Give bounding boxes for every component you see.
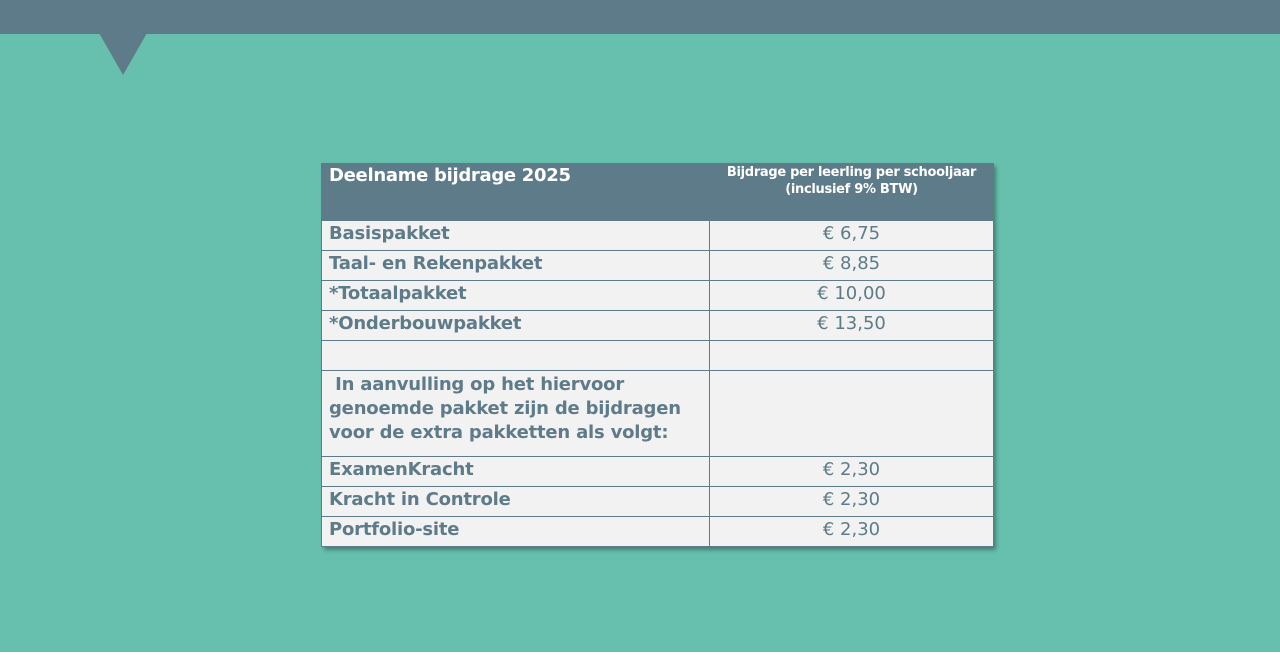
table-row [322,487,994,517]
extra-package-name: Kracht in Controle [322,487,710,517]
extra-package-name: ExamenKracht [322,457,710,487]
note-empty-cell [710,371,994,457]
package-name: *Totaalpakket [322,281,710,311]
note-line-2: genoemde pakket zijn de bijdragen [329,398,681,419]
package-price [710,341,994,371]
package-name: *Onderbouwpakket [322,311,710,341]
table-row [322,251,994,281]
table-row [322,281,994,311]
table-row-empty [322,341,994,371]
banner-pointer [99,33,147,75]
header-title: Deelname bijdrage 2025 [322,164,710,221]
package-price: € 6,75 [710,221,994,251]
table-row [322,457,994,487]
note-line-1: In aanvulling op het hiervoor [335,374,625,395]
package-price: € 13,50 [710,311,994,341]
header-contribution [710,164,994,221]
table-row [322,517,994,547]
table-row-note [322,371,994,457]
extra-packages-note [322,371,710,457]
table-header-row [322,164,994,221]
extra-package-name: Portfolio-site [322,517,710,547]
note-line-3: voor de extra pakketten als volgt: [329,422,669,443]
top-banner [0,0,1280,34]
extra-package-price: € 2,30 [710,517,994,547]
header-contribution-line2: (inclusief 9% BTW) [785,182,918,197]
table-row [322,311,994,341]
pricing-table [321,163,993,547]
table-row [322,221,994,251]
extra-package-price: € 2,30 [710,457,994,487]
package-name [322,341,710,371]
header-contribution-line1: Bijdrage per leerling per schooljaar [726,165,977,180]
package-name: Basispakket [322,221,710,251]
package-price: € 8,85 [710,251,994,281]
extra-package-price: € 2,30 [710,487,994,517]
package-name: Taal- en Rekenpakket [322,251,710,281]
package-price: € 10,00 [710,281,994,311]
